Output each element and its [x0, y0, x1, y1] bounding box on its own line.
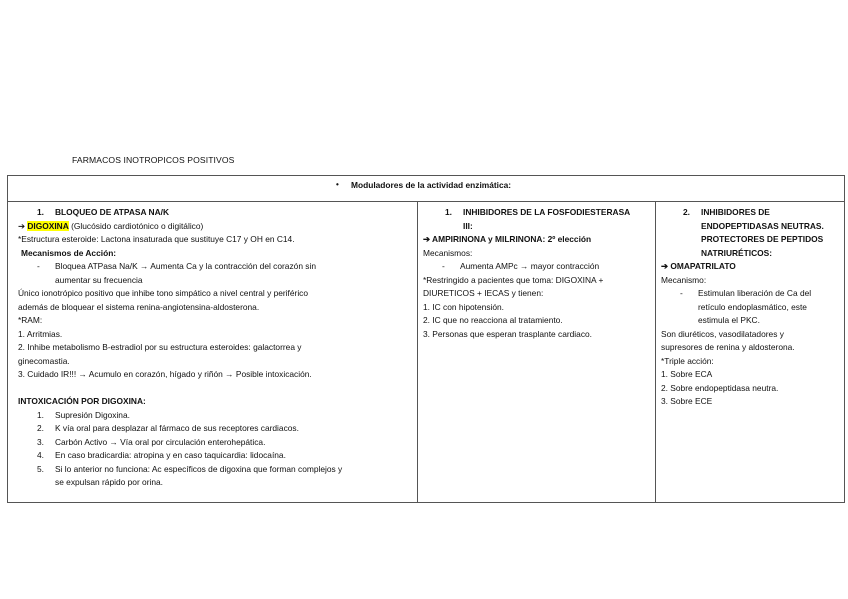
table-header: [8, 176, 844, 202]
intox-item: 2. K vía oral para desplazar al fármaco de sus receptores cardiacos.: [37, 423, 299, 433]
column-fosfodiesterasa: [418, 202, 656, 502]
col3-heading: 2. INHIBIDORES DE: [683, 207, 770, 217]
column-bloqueo-atpasa: [8, 202, 418, 502]
son-text: Son diuréticos, vasodilatadores y: [661, 328, 784, 339]
col3-heading-cont: NATRIURÉTICOS:: [701, 247, 773, 258]
digoxina-line: [18, 220, 417, 234]
mecanismo-item-cont: aumentar su frecuencia: [55, 274, 143, 285]
restringido-text-cont: DIURETICOS + IECAS y tienen:: [423, 288, 544, 298]
col2-list-item: 1. IC con hipotensión.: [423, 301, 505, 312]
arrow-right-icon: ➔: [661, 261, 669, 271]
mecanismo-item-3-cont: estimula el PKC.: [698, 315, 760, 325]
table-header-text: Moduladores de la actividad enzimática:: [351, 180, 512, 190]
ram-item-2-cont: ginecomastia.: [18, 355, 70, 366]
intox-item: 1. Supresión Digoxina.: [37, 409, 130, 420]
mecanismo-item-3: - Estimulan liberación de Ca del: [680, 288, 812, 298]
restringido-text: *Restringido a pacientes que toma: DIGOXINA +: [423, 274, 604, 285]
digoxina-note: (Glucósido cardiotónico o digitálico): [68, 220, 204, 231]
col3-list-item: 2. Sobre endopeptidasa neutra.: [661, 382, 779, 393]
col3-heading-cont: ENDOPEPTIDASAS NEUTRAS.: [701, 220, 824, 231]
col2-heading-cont: III:: [463, 220, 473, 231]
triple-label: *Triple acción:: [661, 355, 714, 366]
bullet-icon: •: [336, 180, 339, 189]
intoxicacion-label: INTOXICACIÓN POR DIGOXINA:: [18, 396, 146, 406]
ram-item-1: 1. Arritmias.: [18, 328, 63, 339]
mecanismo-item: - Bloquea ATPasa Na/K → Aumenta Ca y la contracción del corazón sin: [37, 261, 317, 271]
estructura-text: *Estructura esteroide: Lactona insaturada que sustituye C17 y OH en C14.: [18, 234, 295, 244]
col3-list-item: 1. Sobre ECA: [661, 369, 713, 379]
ram-item-2: 2. Inhibe metabolismo B-estradiol por su estructura esteroides: galactorrea y: [18, 342, 302, 352]
arrow-right-icon: ➔: [423, 234, 431, 244]
ampirinona-line: ➔ AMPIRINONA y MILRINONA: 2º elección: [423, 234, 592, 244]
digoxina-highlight: DIGOXINA: [27, 220, 69, 231]
col2-heading: 1. INHIBIDORES DE LA FOSFODIESTERASA: [445, 207, 631, 217]
mecanismos-label: Mecanismos de Acción:: [21, 247, 117, 258]
unico-text-2: además de bloquear el sistema renina-angiotensina-aldosterona.: [18, 301, 260, 312]
arrow-right-icon: ➔: [18, 220, 26, 231]
mecanismo-item-2: - Aumenta AMPc → mayor contracción: [442, 261, 600, 271]
page-title: FARMACOS INOTROPICOS POSITIVOS: [72, 155, 235, 165]
intox-item: 5. Si lo anterior no funciona: Ac específicos de digoxina que forman complejos y: [37, 463, 343, 474]
omapatrilato-line: ➔ OMAPATRILATO: [661, 261, 736, 271]
son-text-cont: supresores de renina y aldosterona.: [661, 342, 795, 352]
col3-list-item: 3. Sobre ECE: [661, 396, 713, 406]
col2-list-item: 3. Personas que esperan trasplante cardiaco.: [423, 328, 593, 339]
intox-item-cont: se expulsan rápido por orina.: [55, 477, 164, 487]
ram-label: *RAM:: [18, 315, 43, 325]
col3-heading-cont: PROTECTORES DE PEPTIDOS: [701, 234, 824, 244]
intox-item: 3. Carbón Activo → Vía oral por circulación enterohepática.: [37, 436, 266, 447]
mecanismos-label-2: Mecanismos:: [423, 247, 473, 258]
col1-heading: 1. BLOQUEO DE ATPASA NA/K: [37, 207, 169, 217]
mecanismo-label-3: Mecanismo:: [661, 274, 707, 285]
col2-list-item: 2. IC que no reacciona al tratamiento.: [423, 315, 563, 325]
mecanismo-item-3-cont: retículo endoplasmático, este: [698, 301, 807, 312]
column-endopeptidasas: [656, 202, 844, 502]
intox-item: 4. En caso bradicardia: atropina y en caso taquicardia: lidocaína.: [37, 450, 286, 460]
unico-text-1: Único ionotrópico positivo que inhibe tono simpático a nivel central y periférico: [18, 288, 309, 298]
ram-item-3: 3. Cuidado IR!!! → Acumulo en corazón, hígado y riñón → Posible intoxicación.: [18, 369, 312, 379]
content-table: [7, 175, 845, 503]
